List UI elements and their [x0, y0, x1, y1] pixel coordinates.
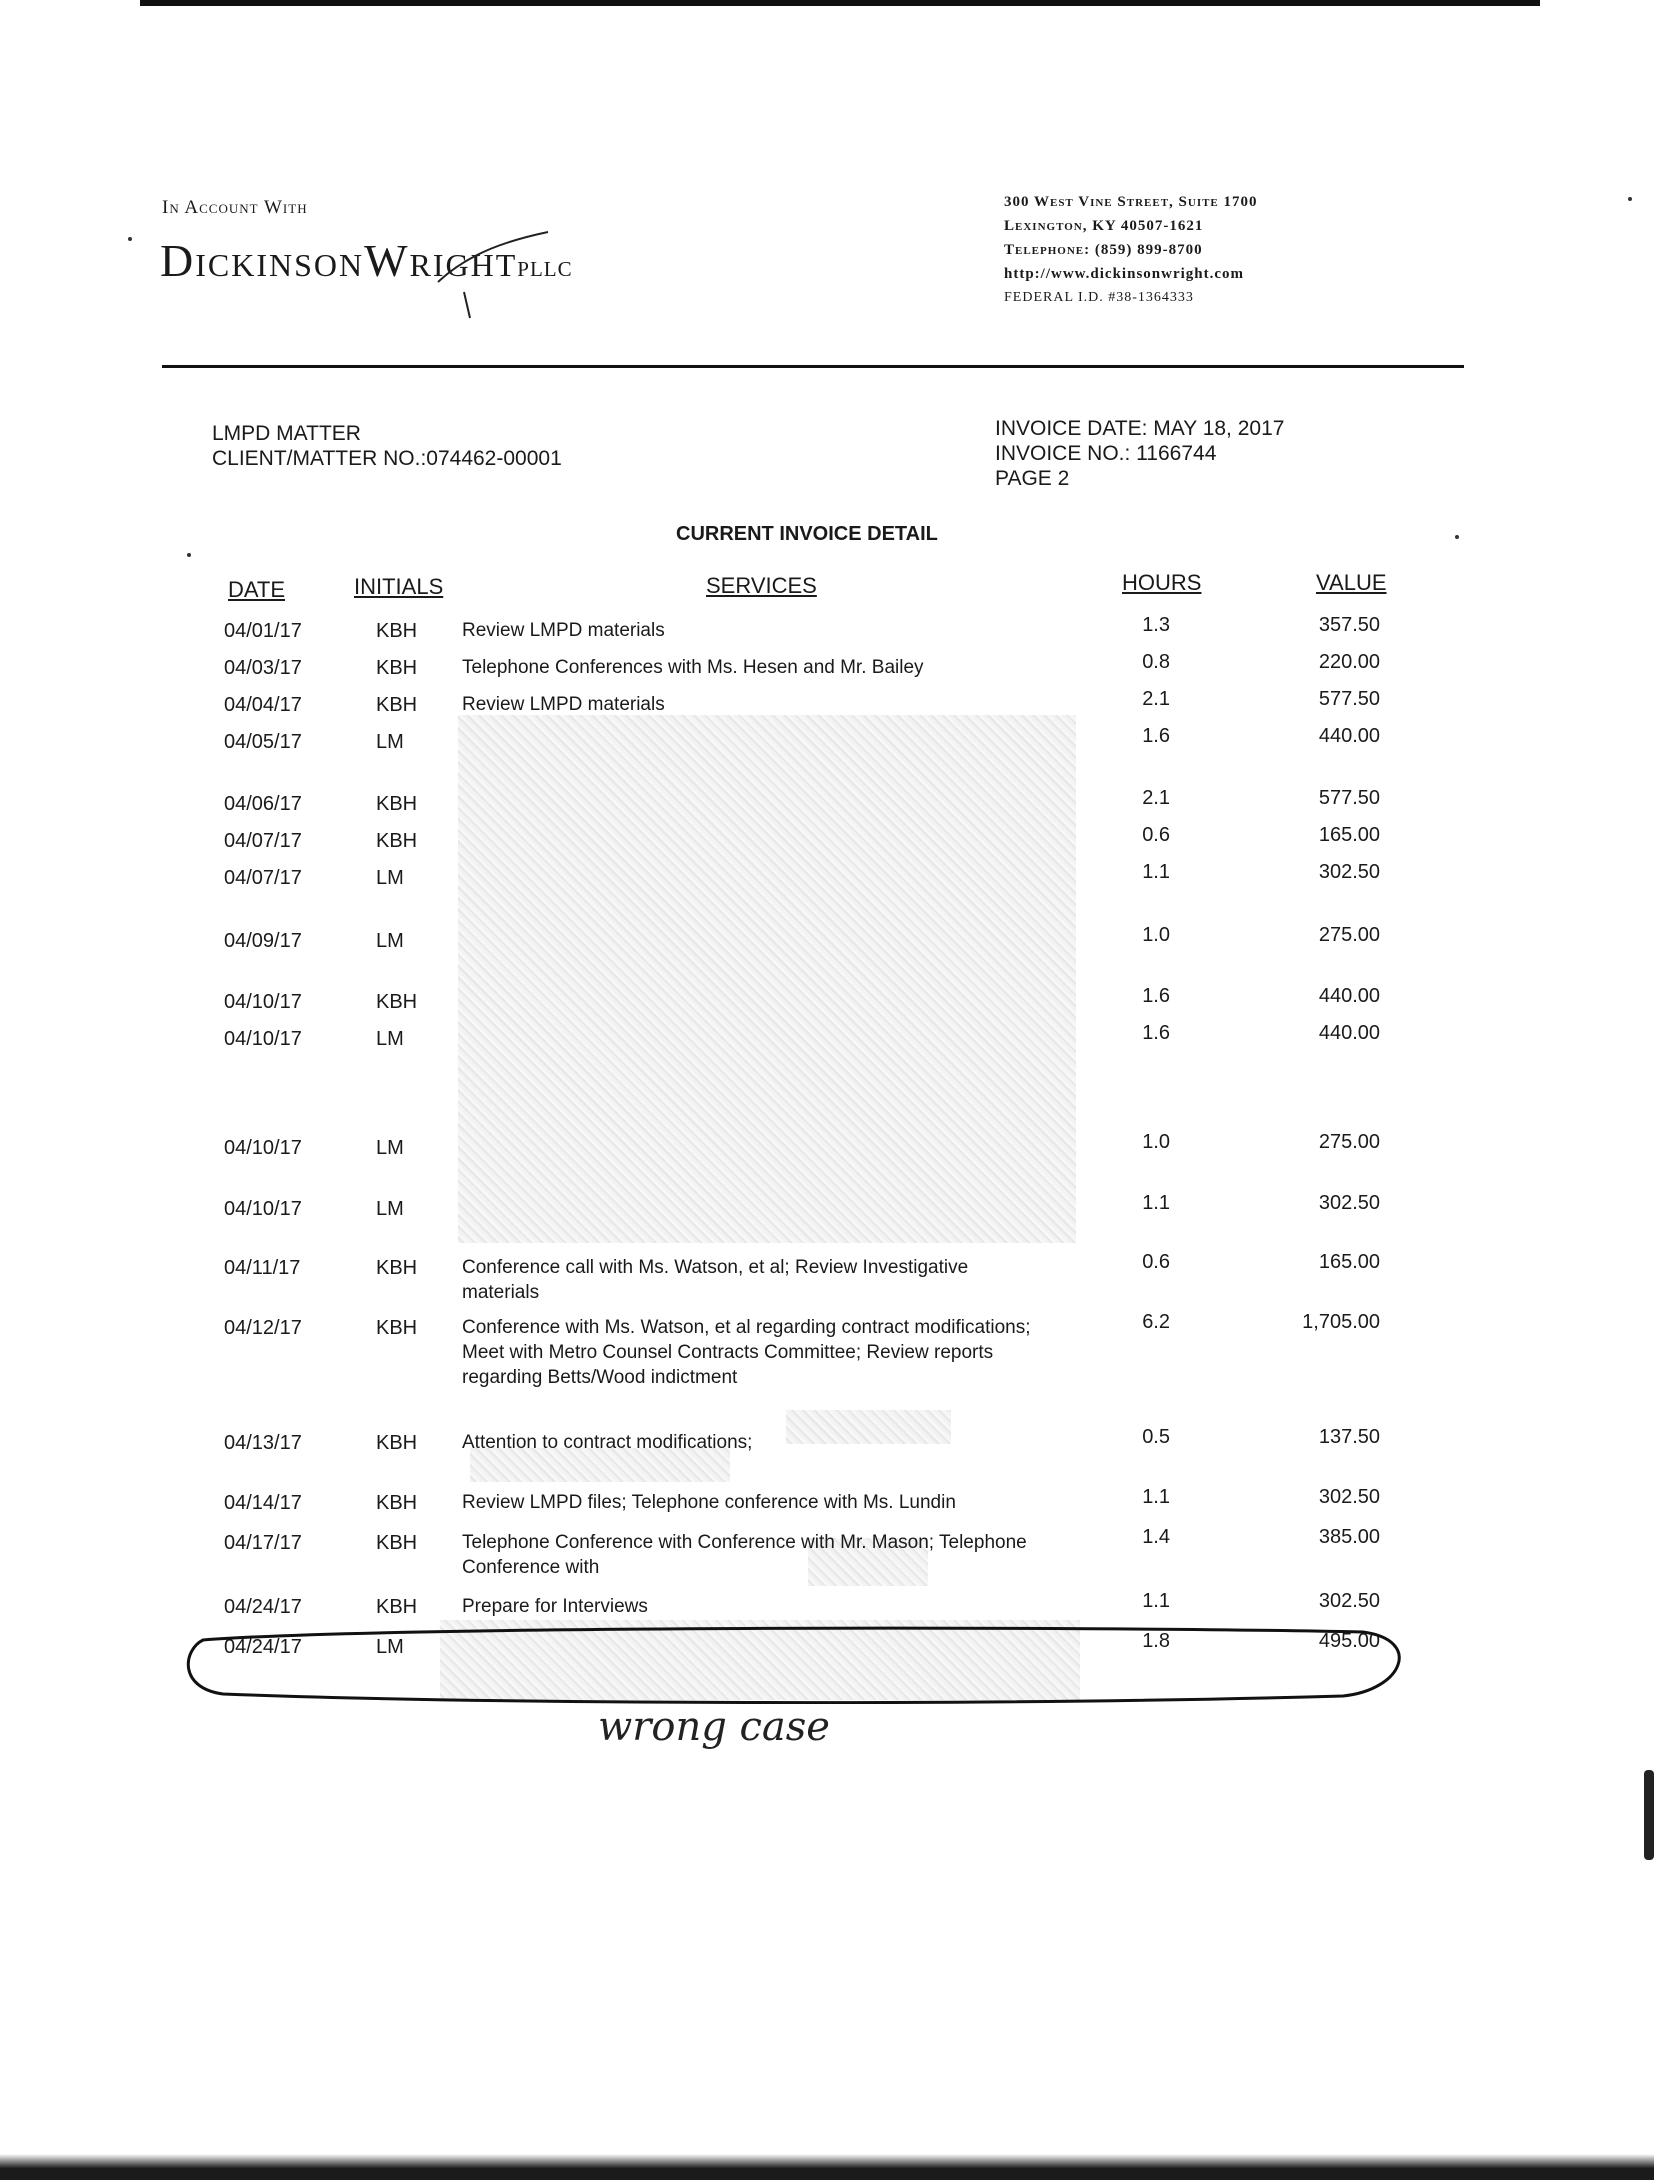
invoice-date: INVOICE DATE: MAY 18, 2017 — [995, 417, 1285, 440]
entry-service: Conference with Ms. Watson, et al regarding contract modifications; Meet with Metro Counsel Contracts Committee; Review reports regarding Betts/Wood indictment — [462, 1317, 1031, 1388]
entry-hours: 1.6 — [1142, 985, 1170, 1007]
firm-suffix: pllc — [517, 250, 573, 283]
entry-hours: 1.1 — [1142, 1486, 1170, 1508]
entry-date: 04/09/17 — [224, 930, 302, 952]
entry-date: 04/10/17 — [224, 1137, 302, 1159]
invoice-number: INVOICE NO.: 1166744 — [995, 442, 1217, 465]
entry-date: 04/10/17 — [224, 1028, 302, 1050]
address-line: 300 West Vine Street, Suite 1700 — [1004, 194, 1258, 210]
entry-hours: 1.0 — [1142, 1131, 1170, 1153]
entry-value: 1,705.00 — [1302, 1311, 1380, 1333]
entry-value: 302.50 — [1318, 1590, 1380, 1612]
in-account-with-label: In Account With — [162, 197, 308, 218]
entry-initials: KBH — [376, 830, 418, 852]
firm-name: DickinsonWright — [160, 235, 518, 286]
entry-service: Conference call with Ms. Watson, et al; Review Investigative materials — [462, 1257, 969, 1303]
handwritten-note: wrong case — [598, 1704, 830, 1750]
entry-date: 04/10/17 — [224, 991, 302, 1013]
page-number: PAGE 2 — [995, 467, 1070, 490]
redacted-services-block — [458, 715, 1076, 1243]
website-line: http://www.dickinsonwright.com — [1004, 266, 1245, 282]
scan-speck — [1628, 197, 1632, 201]
entry-value: 440.00 — [1318, 1022, 1380, 1044]
entry-initials: KBH — [376, 657, 418, 679]
logo-swoosh-icon — [430, 222, 550, 322]
entry-hours: 1.6 — [1142, 1022, 1170, 1044]
entry-hours: 2.1 — [1142, 787, 1170, 809]
entry-initials: KBH — [376, 620, 418, 642]
entry-value: 357.50 — [1318, 614, 1380, 636]
entry-service: Prepare for Interviews — [462, 1596, 648, 1617]
entry-hours: 1.6 — [1142, 725, 1170, 747]
entry-date: 04/07/17 — [224, 867, 302, 889]
matter-name: LMPD MATTER — [212, 422, 361, 445]
entry-service: Telephone Conferences with Ms. Hesen and Mr. Bailey — [462, 657, 924, 678]
entry-hours: 1.4 — [1142, 1526, 1170, 1548]
address-line: Telephone: (859) 899-8700 — [1004, 242, 1203, 258]
entry-hours: 6.2 — [1142, 1311, 1170, 1333]
matter-block — [212, 421, 562, 471]
column-header-services: SERVICES — [706, 573, 817, 598]
entry-hours: 1.3 — [1142, 614, 1170, 636]
invoice-meta-block — [995, 416, 1284, 491]
entry-initials: LM — [376, 1137, 404, 1159]
scan-speck — [187, 553, 191, 557]
entry-value: 385.00 — [1318, 1526, 1380, 1548]
entry-initials: LM — [376, 867, 404, 889]
entry-date: 04/07/17 — [224, 830, 302, 852]
entry-initials: LM — [376, 1028, 404, 1050]
entry-hours: 1.0 — [1142, 924, 1170, 946]
entry-initials: KBH — [376, 1432, 418, 1454]
entry-value: 165.00 — [1318, 1251, 1380, 1273]
entry-date: 04/05/17 — [224, 731, 302, 753]
entry-date: 04/03/17 — [224, 657, 302, 679]
column-header-hours: HOURS — [1122, 570, 1202, 595]
entry-value: 302.50 — [1318, 1192, 1380, 1214]
entry-initials: LM — [376, 1198, 404, 1220]
entry-initials: KBH — [376, 1317, 418, 1339]
scan-speck — [1455, 535, 1459, 539]
entry-initials: KBH — [376, 991, 418, 1013]
handdrawn-circle-annotation — [183, 1620, 1413, 1704]
entry-value: 577.50 — [1318, 688, 1380, 710]
entry-value: 302.50 — [1318, 861, 1380, 883]
entry-hours: 1.8 — [1142, 1630, 1170, 1652]
entry-value: 577.50 — [1318, 787, 1380, 809]
entry-initials: KBH — [376, 1492, 418, 1514]
scan-top-edge — [140, 0, 1540, 6]
entry-service: Telephone Conference with Conference with Mr. Mason; Telephone Conference with — [462, 1532, 1027, 1578]
entry-date: 04/14/17 — [224, 1492, 302, 1514]
scan-bottom-edge — [0, 2154, 1654, 2180]
entry-hours: 1.1 — [1142, 1590, 1170, 1612]
entry-value: 495.00 — [1318, 1630, 1380, 1652]
entry-initials: KBH — [376, 694, 418, 716]
header-rule — [162, 365, 1464, 368]
column-header-value: VALUE — [1316, 570, 1387, 595]
entry-value: 137.50 — [1318, 1426, 1380, 1448]
scan-right-mark — [1644, 1770, 1654, 1860]
entry-date: 04/12/17 — [224, 1317, 302, 1339]
entry-value: 440.00 — [1318, 725, 1380, 747]
section-title: CURRENT INVOICE DETAIL — [676, 523, 938, 545]
entry-value: 440.00 — [1318, 985, 1380, 1007]
entry-date: 04/24/17 — [224, 1636, 302, 1658]
column-header-date: DATE — [228, 577, 286, 602]
entry-value: 220.00 — [1318, 651, 1380, 673]
federal-id-line: FEDERAL I.D. #38-1364333 — [1004, 290, 1194, 305]
entry-initials: KBH — [376, 1257, 418, 1279]
entry-hours: 0.6 — [1142, 824, 1170, 846]
entry-hours: 0.5 — [1142, 1426, 1170, 1448]
entry-service: Review LMPD materials — [462, 694, 665, 715]
entry-date: 04/06/17 — [224, 793, 302, 815]
entry-date: 04/13/17 — [224, 1432, 302, 1454]
entry-initials: LM — [376, 930, 404, 952]
entry-initials: KBH — [376, 1532, 418, 1554]
entry-value: 302.50 — [1318, 1486, 1380, 1508]
entry-date: 04/01/17 — [224, 620, 302, 642]
entry-date: 04/10/17 — [224, 1198, 302, 1220]
entry-initials: KBH — [376, 1596, 418, 1618]
entry-service: Review LMPD files; Telephone conference with Ms. Lundin — [462, 1492, 956, 1513]
address-line: Lexington, KY 40507-1621 — [1004, 218, 1204, 234]
entry-date: 04/11/17 — [224, 1257, 301, 1279]
entry-date: 04/04/17 — [224, 694, 302, 716]
entry-hours: 2.1 — [1142, 688, 1170, 710]
entry-service: Attention to contract modifications; — [462, 1432, 753, 1453]
client-matter-number: CLIENT/MATTER NO.:074462-00001 — [212, 447, 562, 470]
column-header-initials: INITIALS — [354, 574, 444, 599]
entry-date: 04/17/17 — [224, 1532, 302, 1554]
entry-initials: LM — [376, 731, 404, 753]
entry-value: 165.00 — [1318, 824, 1380, 846]
firm-address-block — [1004, 190, 1258, 310]
entry-value: 275.00 — [1318, 924, 1380, 946]
entry-hours: 0.8 — [1142, 651, 1170, 673]
entry-hours: 1.1 — [1142, 1192, 1170, 1214]
entry-hours: 1.1 — [1142, 861, 1170, 883]
entry-service: Review LMPD materials — [462, 620, 665, 641]
entry-initials: LM — [376, 1636, 404, 1658]
scan-speck — [128, 237, 132, 241]
entry-value: 275.00 — [1318, 1131, 1380, 1153]
entry-hours: 0.6 — [1142, 1251, 1170, 1273]
entry-date: 04/24/17 — [224, 1596, 302, 1618]
entry-initials: KBH — [376, 793, 418, 815]
